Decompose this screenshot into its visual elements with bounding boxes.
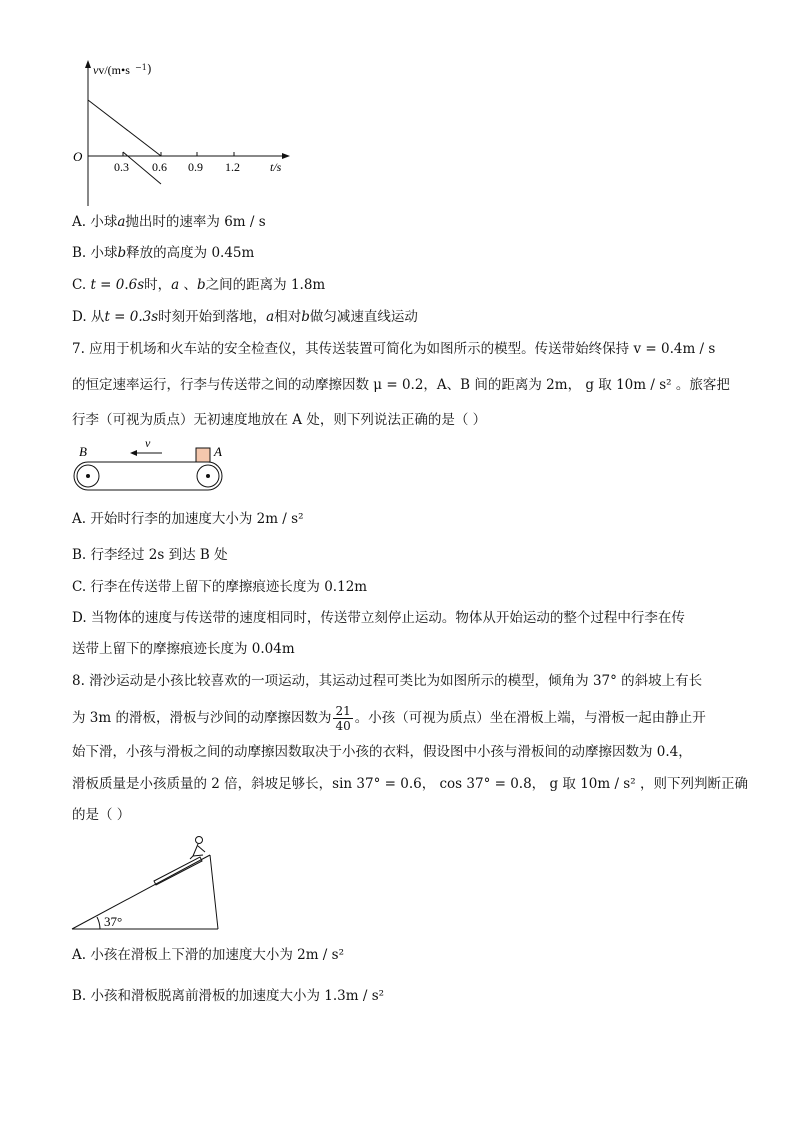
- belt-right-curve: [208, 462, 222, 490]
- angle-label: 37°: [104, 914, 123, 929]
- q7-stem-line2: 的恒定速率运行，行李与传送带之间的动摩擦因数 μ = 0.2，A、B 间的距离为 2m， g 取 10m / s² 。旅客把: [72, 377, 730, 393]
- x-axis-arrow: [282, 153, 290, 159]
- y-axis-unit-close: ): [147, 62, 152, 76]
- left-pulley-axle: [86, 474, 90, 478]
- x-axis-label: t/s: [270, 160, 282, 174]
- q8-stem-line1: 8. 滑沙运动是小孩比较喜欢的一项运动，其运动过程可类比为如图所示的模型，倾角为 37° 的斜坡上有长: [72, 673, 703, 689]
- label-a: A: [214, 444, 222, 459]
- q6-option-b: B. 小球b释放的高度为 0.45m: [72, 245, 255, 261]
- q8-stem-line2: 为 3m 的滑板，滑板与沙间的动摩擦因数为 $\frac{21}{40}$ 。小孩（可视为质点）坐在滑板上端，与滑板一起由静止开: [72, 704, 706, 733]
- q7-stem-line1: 7. 应用于机场和火车站的安全检查仪，其传送装置可简化为如图所示的模型。传送带始终保持 v = 0.4m / s: [72, 341, 716, 357]
- child-body: [190, 844, 205, 859]
- right-pulley-axle: [206, 474, 210, 478]
- y-axis-arrow: [85, 60, 91, 68]
- belt-left-curve: [74, 462, 88, 490]
- velocity-arrow-head: [130, 450, 137, 456]
- luggage-box: [196, 448, 210, 462]
- vt-graph: [60, 58, 300, 208]
- q7-option-c: C. 行李在传送带上留下的摩擦痕迹长度为 0.12m: [72, 579, 368, 595]
- slope-incline: [72, 855, 210, 929]
- angle-arc: [97, 917, 100, 929]
- label-v: v: [145, 436, 151, 450]
- q7-option-d-line2: 送带上留下的摩擦痕迹长度为 0.04m: [72, 641, 295, 657]
- slope-figure: [70, 830, 230, 932]
- q6-option-c: C. t = 0.6s时，a 、b之间的距离为 1.8m: [72, 277, 326, 293]
- y-axis-label: vv/(m•s: [93, 63, 130, 77]
- q7-stem-line3: 行李（可视为质点）无初速度地放在 A 处，则下列说法正确的是（ ）: [72, 412, 487, 428]
- q7-option-d-line1: D. 当物体的速度与传送带的速度相同时，传送带立刻停止运动。物体从开始运动的整个过程中行李在传: [72, 610, 685, 626]
- q8-stem-line3: 始下滑，小孩与滑板之间的动摩擦因数取决于小孩的衣料，假设图中小孩与滑板间的动摩擦因数为 0.4，: [72, 744, 692, 760]
- friction-fraction: $\frac{21}{40}$: [335, 704, 351, 733]
- label-b: B: [79, 444, 87, 459]
- conveyor-belt-figure: [70, 436, 230, 494]
- q7-option-b: B. 行李经过 2s 到达 B 处: [72, 547, 228, 563]
- tick-label-0.3: 0.3: [114, 160, 129, 174]
- tick-label-1.2: 1.2: [225, 160, 240, 174]
- q8-option-b: B. 小孩和滑板脱离前滑板的加速度大小为 1.3m / s²: [72, 988, 385, 1004]
- tick-label-0.9: 0.9: [188, 160, 203, 174]
- q8-stem-line5: 的是（ ）: [72, 807, 131, 823]
- origin-label: O: [73, 149, 83, 164]
- q6-option-a: A. 小球a抛出时的速率为 6m / s: [72, 214, 266, 230]
- q8-option-a: A. 小孩在滑板上下滑的加速度大小为 2m / s²: [72, 947, 344, 963]
- q7-option-a: A. 开始时行李的加速度大小为 2m / s²: [72, 511, 304, 527]
- graph-line-a: [88, 100, 161, 156]
- slope-vertical: [210, 855, 218, 929]
- q6-option-d: D. 从t = 0.3s时刻开始到落地，a相对b做匀减速直线运动: [72, 309, 418, 325]
- y-axis-unit-exp: −1: [135, 63, 147, 72]
- child-head: [196, 837, 203, 844]
- tick-label-0.6: 0.6: [152, 160, 167, 174]
- q8-stem-line4: 滑板质量是小孩质量的 2 倍，斜坡足够长，sin 37° = 0.6， cos 37° = 0.8， g 取 10m / s² ，则下列判断正确: [72, 776, 748, 792]
